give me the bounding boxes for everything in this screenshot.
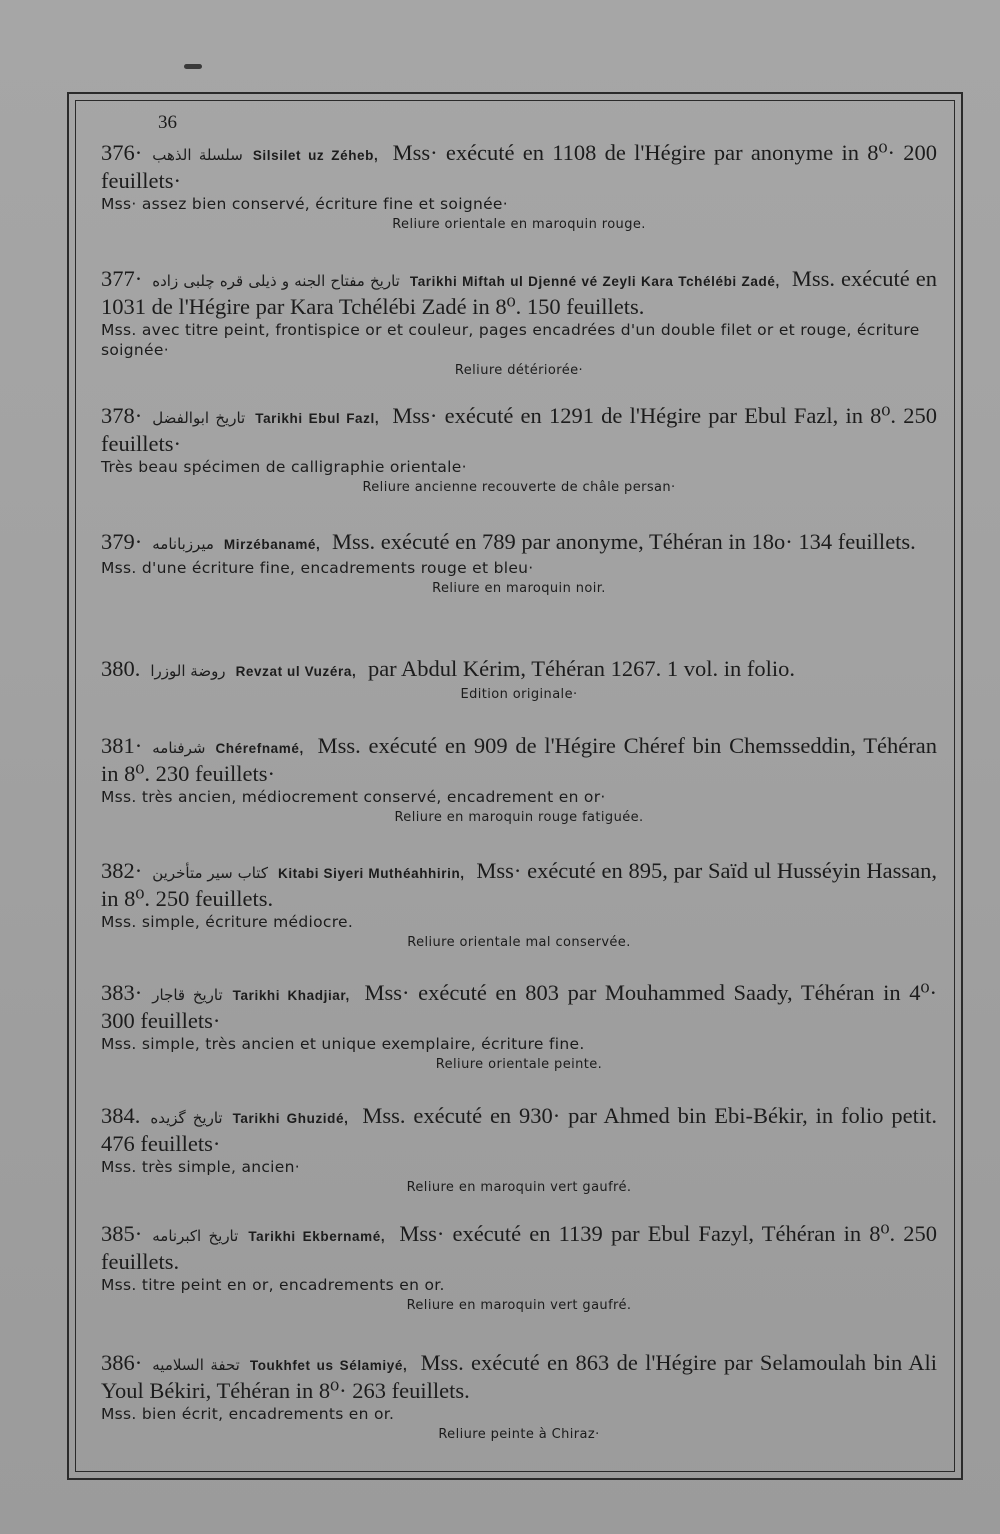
entry-description: Mss. bien écrit, encadrements en or. — [101, 1405, 395, 1423]
entry-details: Mss. exécuté en 789 par anonyme, Téhéran in 18o· 134 feuillets. — [332, 529, 916, 554]
arabic-title: تحفة السلامیه — [152, 1356, 240, 1374]
entry-title: Kitabi Siyeri Muthéahhirin, — [277, 866, 465, 881]
entry-details: Mss· exécuté en 895, par Saïd ul Husséyin Hassan, in 8⁰. 250 feuillets. — [101, 858, 937, 911]
entry-binding: Reliure en maroquin vert gaufré. — [406, 1298, 632, 1313]
catalog-entry — [101, 140, 937, 232]
catalog-entry — [101, 1103, 937, 1195]
entry-heading — [101, 140, 937, 193]
entry-binding: Reliure orientale peinte. — [435, 1057, 603, 1072]
entry-details: Mss· exécuté en 1139 par Ebul Fazyl, Téhéran in 8⁰. 250 feuillets. — [101, 1221, 937, 1274]
ink-smudge — [184, 64, 202, 69]
entry-number: 384. — [101, 1103, 141, 1128]
entry-number: 383· — [101, 980, 143, 1005]
entry-binding: Reliure en maroquin vert gaufré. — [406, 1180, 632, 1195]
arabic-title: شرفنامه — [152, 739, 206, 757]
entry-description: Mss. titre peint en or, encadrements en or. — [101, 1276, 445, 1294]
entry-details: Mss. exécuté en 909 de l'Hégire Chéref bin Chemsseddin, Téhéran in 8⁰. 230 feuillets· — [101, 733, 937, 786]
entry-title: Chérefnamé, — [215, 741, 304, 756]
catalog-entry — [101, 733, 937, 825]
catalog-entry — [101, 529, 937, 596]
catalog-entry — [101, 980, 937, 1072]
catalog-entry — [101, 266, 937, 378]
entry-binding: Reliure ancienne recouverte de châle persan· — [362, 480, 676, 495]
entry-heading — [101, 656, 937, 684]
entry-title: Mirzébanamé, — [223, 537, 321, 552]
catalog-entry — [101, 858, 937, 950]
entry-details: Mss· exécuté en 803 par Mouhammed Saady, Téhéran in 4⁰· 300 feuillets· — [101, 980, 938, 1033]
entry-number: 378· — [101, 403, 143, 428]
entry-heading — [101, 403, 937, 456]
catalog-entry — [101, 403, 937, 495]
entry-binding: Reliure en maroquin rouge fatiguée. — [394, 810, 644, 825]
arabic-title: تاریخ قاجار — [152, 986, 223, 1004]
entry-heading — [101, 980, 937, 1033]
catalog-entry — [101, 1221, 937, 1313]
entry-title: Tarikhi Ghuzidé, — [232, 1111, 349, 1126]
entry-title: Tarikhi Miftah ul Djenné vé Zeyli Kara Tchélébi Zadé, — [409, 274, 780, 289]
entry-title: Tarikhi Ekbernamé, — [248, 1229, 386, 1244]
entry-number: 380. — [101, 656, 141, 681]
entry-binding: Reliure orientale mal conservée. — [407, 935, 631, 950]
entry-number: 386· — [101, 1350, 143, 1375]
arabic-title: تاریخ ابوالفضل — [152, 409, 246, 427]
entry-number: 381· — [101, 733, 143, 758]
entry-title: Tarikhi Khadjiar, — [232, 988, 350, 1003]
entry-heading — [101, 1103, 937, 1156]
catalog-entry — [101, 656, 937, 702]
entry-description: Mss. très simple, ancien· — [101, 1158, 300, 1176]
arabic-title: سلسلة الذهب — [152, 146, 243, 164]
catalog-entry — [101, 1350, 937, 1442]
entry-details: par Abdul Kérim, Téhéran 1267. 1 vol. in folio. — [367, 656, 795, 681]
arabic-title: کتاب سیر متأخرین — [152, 864, 268, 882]
entry-heading — [101, 733, 937, 786]
entry-details: Mss. exécuté en 930· par Ahmed bin Ebi-Békir, in folio petit. 476 feuillets· — [101, 1103, 937, 1156]
arabic-title: تاریخ گزیده — [150, 1109, 223, 1127]
arabic-title: روضة الوزرا — [150, 662, 226, 680]
entry-binding: Reliure orientale en maroquin rouge. — [392, 217, 646, 232]
entry-binding: Edition originale· — [460, 687, 578, 702]
entry-description: Mss. d'une écriture fine, encadrements rouge et bleu· — [101, 559, 534, 577]
entry-number: 385· — [101, 1221, 143, 1246]
entry-heading — [101, 1221, 937, 1274]
entry-description: Mss· assez bien conservé, écriture fine et soignée· — [101, 195, 508, 213]
entry-details: Mss. exécuté en 863 de l'Hégire par Selamoulah bin Ali Youl Békiri, Téhéran in 8⁰· 263 feuillets. — [101, 1350, 937, 1403]
entry-title: Silsilet uz Zéheb, — [252, 148, 379, 163]
entry-description: Très beau spécimen de calligraphie orientale· — [101, 458, 467, 476]
entry-number: 376· — [101, 140, 143, 165]
entry-title: Tarikhi Ebul Fazl, — [255, 411, 380, 426]
entry-heading — [101, 529, 937, 557]
arabic-title: تاریخ مفتاح الجنه و ذیلی قره چلبی زاده — [152, 272, 400, 290]
entry-number: 382· — [101, 858, 143, 883]
entry-description: Mss. avec titre peint, frontispice or et couleur, pages encadrées d'un double filet or et rouge, écriture soignée· — [101, 321, 920, 359]
entry-description: Mss. simple, très ancien et unique exemplaire, écriture fine. — [101, 1035, 585, 1053]
entry-heading — [101, 266, 937, 319]
entry-description: Mss. simple, écriture médiocre. — [101, 913, 354, 931]
entry-details: Mss· exécuté en 1108 de l'Hégire par anonyme in 8⁰· 200 feuillets· — [101, 140, 938, 193]
entry-heading — [101, 858, 937, 911]
entry-number: 377· — [101, 266, 143, 291]
page-number: 36 — [158, 112, 177, 133]
entry-binding: Reliure en maroquin noir. — [432, 581, 606, 596]
entry-heading — [101, 1350, 937, 1403]
entry-title: Revzat ul Vuzéra, — [235, 664, 357, 679]
entry-details: Mss· exécuté en 1291 de l'Hégire par Ebul Fazl, in 8⁰. 250 feuillets· — [101, 403, 938, 456]
entry-details: Mss. exécuté en 1031 de l'Hégire par Kara Tchélébi Zadé in 8⁰. 150 feuillets. — [101, 266, 938, 319]
entry-binding: Reliure peinte à Chiraz· — [438, 1427, 600, 1442]
arabic-title: میرزبانامه — [152, 535, 214, 553]
entry-binding: Reliure détériorée· — [454, 363, 584, 378]
entry-title: Toukhfet us Sélamiyé, — [249, 1358, 408, 1373]
entry-description: Mss. très ancien, médiocrement conservé, encadrement en or· — [101, 788, 606, 806]
arabic-title: تاریخ اکبرنامه — [152, 1227, 239, 1245]
entry-number: 379· — [101, 529, 143, 554]
